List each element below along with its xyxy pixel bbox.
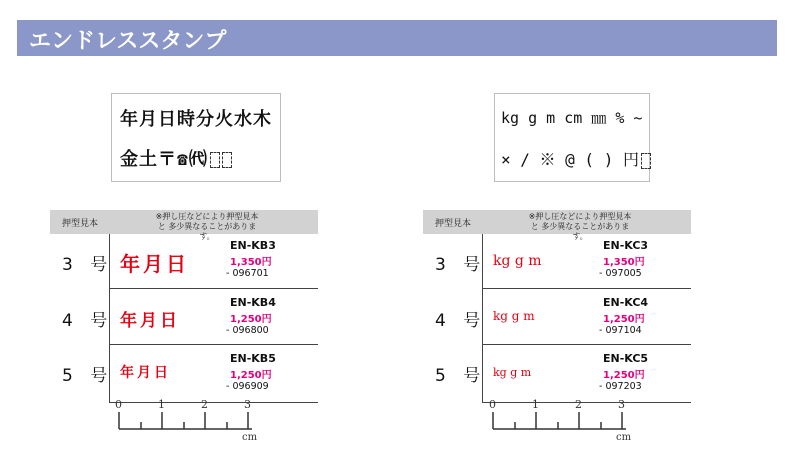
size-label: 5 号 <box>62 366 114 386</box>
sample-note: ※押し圧などにより押型見本と 多少異なることがあります。 <box>155 212 259 241</box>
character-set-box-left <box>111 93 281 182</box>
charset-row-1: kg g m cm ㎜ % ~ <box>501 109 643 127</box>
ruler-tick-label: 1 <box>158 398 165 411</box>
size-label: 4 号 <box>62 311 114 331</box>
size-label: 3 号 <box>435 255 487 275</box>
stamp-sample: kg g m <box>493 253 542 269</box>
product-code: EN-KB5 <box>230 352 276 365</box>
ruler-scale <box>112 398 262 448</box>
size-label: 5 号 <box>435 366 487 386</box>
ruler-unit: cm <box>616 432 632 443</box>
divider <box>482 344 691 345</box>
product-code: EN-KB3 <box>230 239 276 252</box>
price: 1,350円 <box>603 257 645 268</box>
divider <box>109 344 318 345</box>
ruler-tick-label: 1 <box>532 398 539 411</box>
page-title: エンドレススタンプ <box>29 29 227 54</box>
sample-label: 押型見本 <box>62 219 99 229</box>
stamp-sample: 年月日 <box>120 365 171 381</box>
character-set-box-right <box>494 93 650 182</box>
divider <box>482 288 691 289</box>
ruler-unit: cm <box>242 432 258 443</box>
stamp-sample: 年月日 <box>120 252 189 276</box>
price: 1,250円 <box>230 370 272 381</box>
charset-row-2 <box>120 145 232 171</box>
divider <box>109 288 318 289</box>
charset-row-2-text: 金土〒☎㈹ <box>120 149 208 170</box>
ruler-tick-label: 2 <box>575 398 582 411</box>
item-number: - 097104 <box>599 325 642 336</box>
price: 1,250円 <box>603 314 645 325</box>
panel-header <box>423 210 691 241</box>
sample-label: 押型見本 <box>435 219 472 229</box>
item-number: - 096909 <box>226 381 269 392</box>
ruler-tick-label: 2 <box>201 398 208 411</box>
blank-slot-icon <box>222 152 232 168</box>
ruler-scale <box>486 398 636 448</box>
stamp-sample: kg g m <box>493 366 532 379</box>
product-code: EN-KC3 <box>603 239 649 252</box>
product-code: EN-KB4 <box>230 296 276 309</box>
item-number: - 096800 <box>226 325 269 336</box>
charset-row-2-text: × / ※ @ ( ) 円 <box>501 150 639 169</box>
size-label: 4 号 <box>435 311 487 331</box>
price: 1,350円 <box>230 257 272 268</box>
ruler-tick-label: 0 <box>115 398 122 411</box>
price: 1,250円 <box>230 314 272 325</box>
price: 1,250円 <box>603 370 645 381</box>
ruler-tick-label: 0 <box>489 398 496 411</box>
size-label: 3 号 <box>62 255 114 275</box>
stamp-sample: kg g m <box>493 309 535 323</box>
blank-slot-icon <box>210 152 220 168</box>
product-code: EN-KC5 <box>603 352 649 365</box>
panel-header <box>50 210 318 241</box>
title-banner <box>17 20 777 56</box>
ruler-tick-label: 3 <box>244 398 251 411</box>
charset-row-1: 年月日時分火水木 <box>120 109 272 130</box>
ruler-ticks <box>112 412 262 432</box>
stamp-sample: 年月日 <box>120 311 180 331</box>
product-code: EN-KC4 <box>603 296 649 309</box>
charset-row-2 <box>501 147 651 170</box>
item-number: - 097203 <box>599 381 642 392</box>
item-number: - 096701 <box>226 268 269 279</box>
item-number: - 097005 <box>599 268 642 279</box>
ruler-tick-label: 3 <box>618 398 625 411</box>
blank-slot-icon <box>641 153 651 169</box>
sample-note: ※押し圧などにより押型見本と 多少異なることがあります。 <box>528 212 632 241</box>
ruler-ticks <box>486 412 636 432</box>
